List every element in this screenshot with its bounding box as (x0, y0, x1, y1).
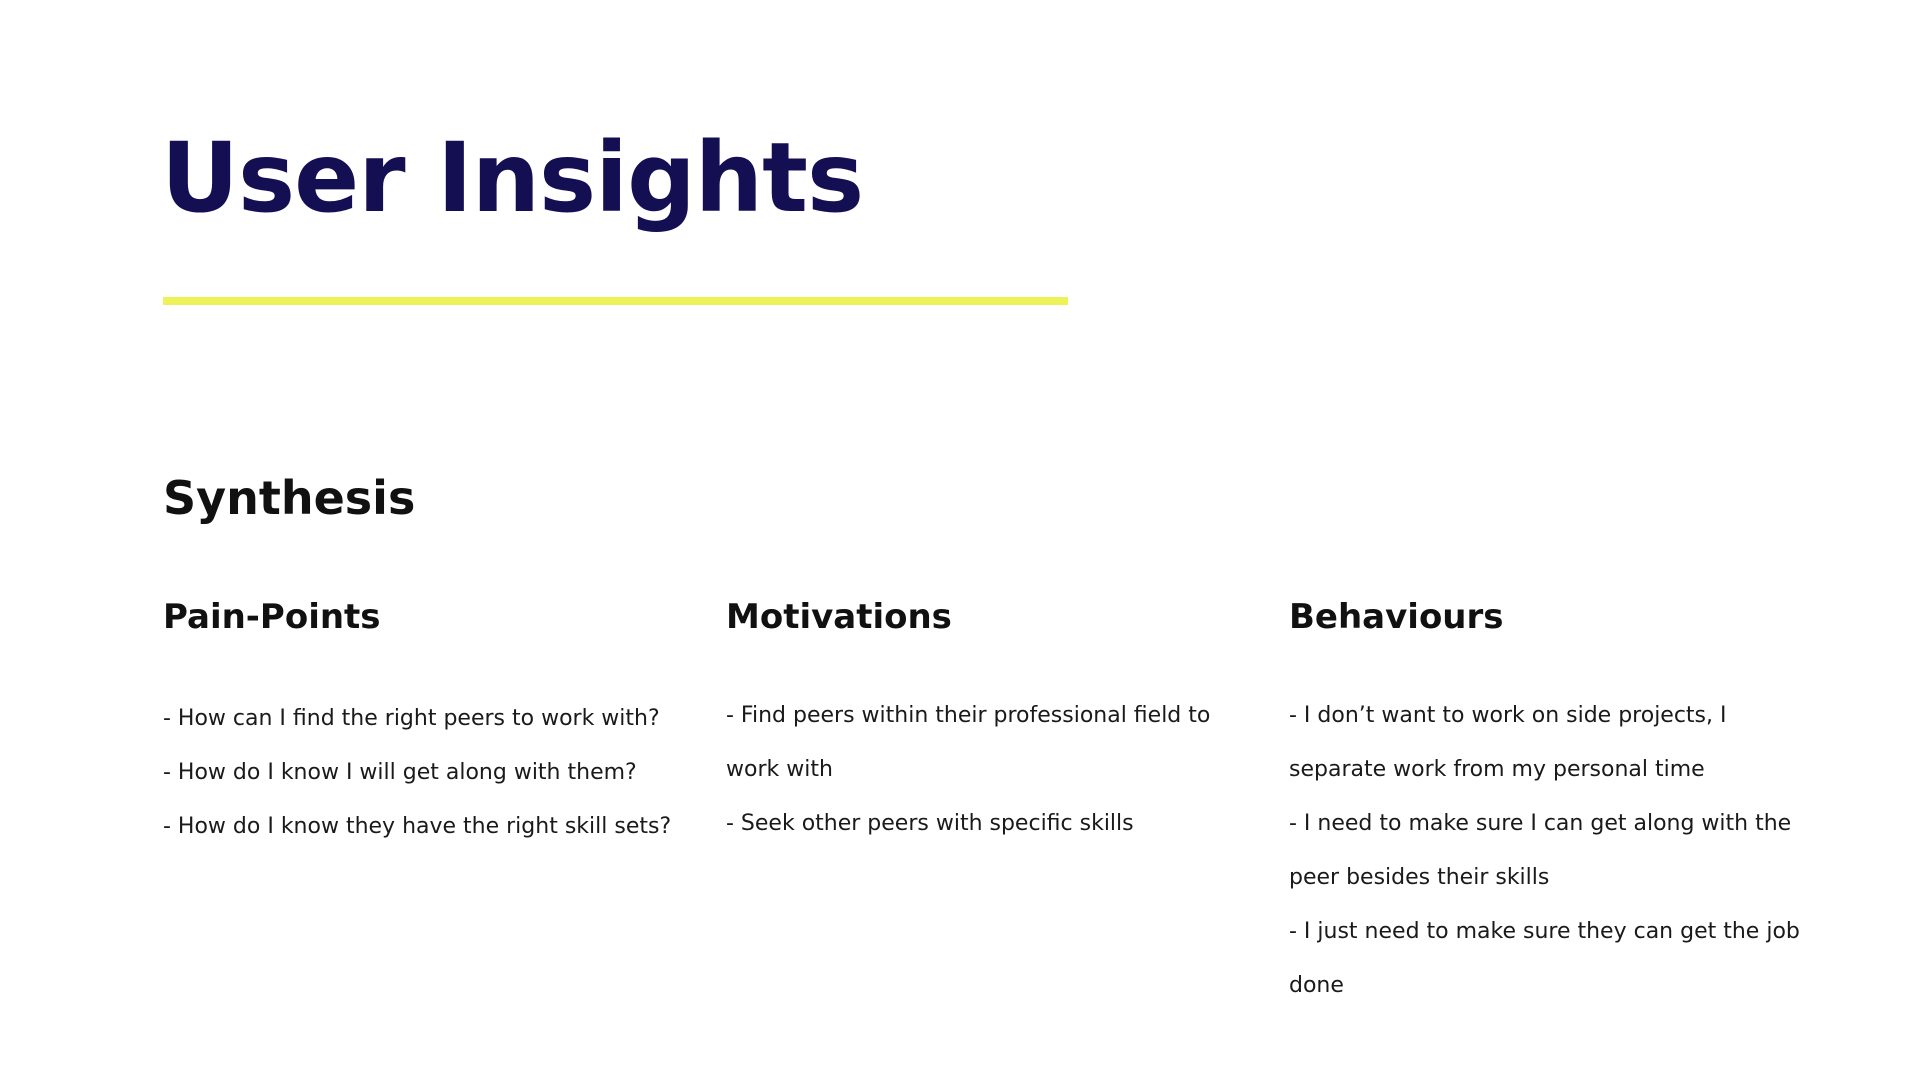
list-item: - How do I know I will get along with them? (163, 760, 637, 785)
motivations-column (726, 593, 1246, 851)
behaviours-column (1289, 593, 1809, 1013)
pain-points-list (163, 692, 683, 854)
page-title: User Insights (161, 122, 864, 234)
list-item: - Find peers within their professional field to work with (726, 703, 1211, 782)
behaviours-list (1289, 689, 1809, 1013)
motivations-heading: Motivations (726, 597, 952, 637)
list-item: - How can I find the right peers to work with? (163, 706, 660, 731)
list-item: - I don’t want to work on side projects, I separate work from my personal time (1289, 703, 1727, 782)
pain-points-column (163, 593, 683, 854)
list-item: - I just need to make sure they can get the job done (1289, 919, 1800, 998)
motivations-list (726, 689, 1246, 851)
pain-points-heading: Pain-Points (163, 597, 381, 637)
title-underline-divider (163, 297, 1068, 305)
section-heading-synthesis: Synthesis (163, 471, 416, 525)
list-item: - Seek other peers with specific skills (726, 811, 1134, 836)
behaviours-heading: Behaviours (1289, 597, 1504, 637)
list-item: - I need to make sure I can get along with the peer besides their skills (1289, 811, 1792, 890)
list-item: - How do I know they have the right skill sets? (163, 814, 672, 839)
